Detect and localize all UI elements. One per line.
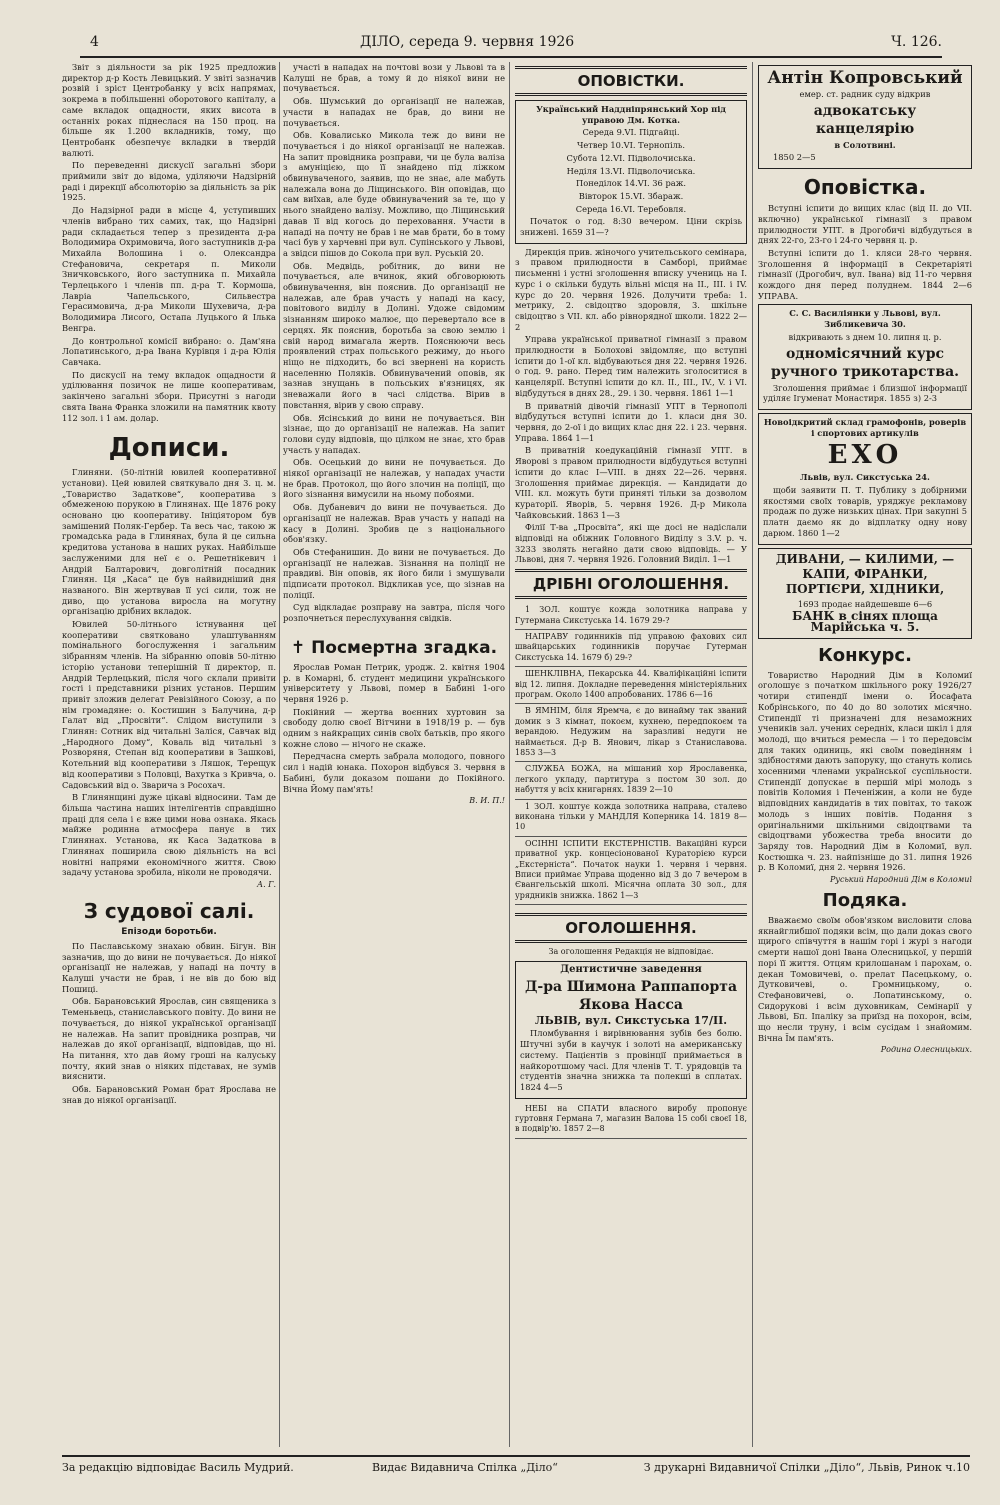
lawyer-name: Антін Копровський (767, 68, 963, 88)
court-paragraph: Обв. Ковалисько Микола теж до вини не почувається і до ніякої організації не належав. На запит провідника розправи, чи це була валіза з амуніцією, що її знайдено під ліжком обвинуваченого, заявив, що не знає, але мабуть належала вона до Ліщинського. Він оповідав, що сам виїхав, але буде обвинувачений за те, що у нього знайдено валізу. Можливо, що Ліщинський давав її від когось до переховання. Участи в нападі на почту не брав і не мав брати, бо в тому часі був у харчевні при вул. Супінського у Львові, а звідси пішов до Сокола при вул. Руській 20. (283, 130, 505, 258)
dentist-text: Пломбування і вирівнювання зубів без болю. Штучні зуби в каучук і золоті на американську систему. Пацієнтів з провінції приймається в найкоротшому часі. Для членів Т. Т. урядовців та студентів значна знижка та полекші в сплатах. 1824 4—5 (520, 1028, 742, 1092)
column-3 (515, 62, 747, 1447)
masthead (80, 30, 942, 58)
choir-line: Четвер 10.VI. Тернопіль. (576, 140, 686, 151)
konkurs-text: Товариство Народний Дім в Коломиї оголошує з початком шкільного року 1926/27 чотири стипендії імени о. Йосафата Кобрінського, по 40 до 80 золотих місячно. Стипендії ті призначені для незаможних учеників зал. учених середніх, класи шкіл і для молоді, що вчиться ремесла — і то передовсім для таких одиниць, які своїм поведінням і здібностями дають запоруку, що стануть колись хосенними членами української суспільности. Стипендії допускає в першій мірі молодь з повітів Коломия і Печеніжин, а коли не буде відповідних кандидатів в тих повітах, то також молодь з інших повітів. Подання з оригінальними шкільними свідоцтвами та свідоцтвами убожества треба вносити до Заряду тов. Народний Дім в Коломиї, вул. Костюшка ч. 23. найпізніше до 31. липня 1926 р. В Коломиї, дня 2. червня 1926. (758, 669, 972, 873)
dopysy-paragraph: Глиняни. (50-літній ювилей кооперативної установи). Цей ювилей святкувало дня 3. ц. м. „Товариство Задаткове“, кооператива з обмеженою порукою в Глинянах. Ще 1876 року основано цю кооперативу. Ініціятором був замішений Поляк-Гербер. Та весь час, такою ж громадська рада в Глинянах, була й це сильна кредитова установа в наших руках. Найбільше заслуженими для неї є о. Решетнікевич і Андрій Балтарович, довголітній посадник Глинян. Ця „Каса“ це був найвидніший дня названого. Він жертвував її усі сили, тож не диво, що установа виросла на могутну організацію дрібних вкладок. (62, 467, 276, 617)
exo-line: Новоідкритий склад грамофонів, роверів і спортових артикулів (763, 416, 967, 438)
report-paragraph: Звіт з діяльности за рік 1925 предложив директор д-р Кость Левицький. У звіті зазначив розвій і зріст Центробанку у всіх напрямах, зокрема в побільшенні оборотового капіталу, а саме вкладок ощадности, яких висота в останніх роках піднеслася на 150 проц. на більше як 1.200 вкладників, тому, що Центробанк обезпечує вкладки в твердій валюті. (62, 62, 276, 158)
dentist-title: Дентистичне заведення (560, 963, 702, 975)
small-ad: НЕБІ на СПАТИ власного виробу пропонує гуртовня Германа 7, магазин Валова 15 собі своєї 18, в подвір'ю. 1857 2—8 (515, 1102, 747, 1139)
court-paragraph: Обв Стефанишин. До вини не почувається. До організації не належав. Зізнання на поліції не правдиві. Він оповів, як його били і змушували підписати протокол. Відкликав усе, що зізнав на поліції. (283, 546, 505, 600)
report-paragraph: По дискусії на тему вкладок ощадности й уділювання позичок не лише кооперативам, закінчено загальні збори. Присутні з нагоди свята Івана Франка зложили на памятник квоту 112 зол. і 1 ам. долар. (62, 369, 276, 423)
small-ad: В ЯМНІМ, біля Яремча, є до винайму так званий домик з 3 кімнат, покоєм, кухнею, передпокоєм та верандою. Недужим на заразливі недуги не наймається. Д-р В. Янович, лікар з Станиславова. 1853 3—3 (515, 704, 747, 762)
obituary-paragraph: Ярослав Роман Петрик, уродж. 2. квітня 1904 р. в Комарні, б. студент медицини українського університету у Львові, помер в Бабині 1-ого червня 1926 р. (283, 661, 505, 704)
rugs-text: 1693 продає найдешевше 6—6 (797, 598, 933, 609)
choir-title: Український Наддніпрянський Хор під управою Дм. Котка. (536, 104, 726, 125)
footer-editor: За редакцію відповідає Василь Мудрий. (62, 1461, 294, 1474)
dopysy-signature: А. Г. (257, 879, 276, 889)
choir-line: Неділя 13.VI. Підволочиська. (566, 165, 696, 176)
course-title: одномісячний курс ручного трикотарства. (770, 345, 960, 380)
column-rule (509, 62, 510, 1447)
exo-address: Львів, вул. Сикстуська 24. (800, 472, 930, 483)
choir-line: Вівторок 15.VI. Збараж. (578, 190, 684, 201)
footer (62, 1455, 970, 1477)
court-paragraph: Обв. Шумський до організації не належав, участи в нападах не брав, до вини не почувається. (283, 96, 505, 128)
footer-printer: З друкарні Видавничої Спілки „Діло“, Львів, Ринок ч.10 (643, 1461, 970, 1474)
thanks-signature: Родина Олесницьких. (880, 1045, 972, 1055)
ads-disclaimer: За оголошення Редакція не відповідає. (548, 947, 714, 957)
dentist-names: Д-ра Шимона Раппапорта Якова Насса (524, 978, 738, 1013)
announcements-heading: ОПОВІСТКИ. (515, 66, 747, 96)
obituary-paragraph: Покійний — жертва воєнних хуртовин за свободу долю своєї Вітчини в 1918/19 р. — був одним з найкращих синів своїх батьків, про якого кожне слово — нічого не скаже. (283, 706, 505, 749)
choir-line: Початок о год. 8:30 вечером. Ціни скрізь знижені. 1659 31—? (520, 216, 742, 238)
exo-ad (758, 413, 972, 545)
report-paragraph: По переведенні дискусії загальні збори приймили звіт до відома, уділяючи Надзірній раді і дирекції абсолюторію за діяльність за рік 1925. (62, 160, 276, 203)
lawyer-place: в Солотвині. (834, 139, 896, 150)
choir-announcement (515, 100, 747, 244)
court-paragraph: Обв. Барановський Роман брат Ярослава не знав до ніякої організації. (62, 1084, 276, 1105)
small-ads-heading: ДРІБНІ ОГОЛОШЕННЯ. (515, 569, 747, 599)
thanks-heading: Подяка. (822, 890, 908, 912)
announcement: Управа української приватної гімназії з правом прилюдности в Болохові звідомляє, що вступні іспити до 1-ої кл. відбуваються дня 22. червня 1926. о год. 9. рано. Перед тим належить зголоситися в канцелярії. Вступні іспити до кл. II., III., IV., V. і VI. відбудуться в днях 28., 29. і 30. червня. 1861 1—1 (515, 334, 747, 398)
rugs-address: БАНК в сінях площа Марійська ч. 5. (792, 609, 938, 634)
announcement: В приватній коедукаційній гімназії УПТ. в Яворові з правом прилюдности відбудуться вступні іспити до клас I—VIII. в днях 22—26. червня. Зголошення приймає дирекція. — Кандидати до VIII. кл. можуть бути приняті тільки за дозволом кураторії. Яворів, 5. червня 1926. Д-р Микола Чайковський. 1863 1—3 (515, 445, 747, 520)
court-subheading: Епізоди боротьби. (121, 926, 217, 937)
konkurs-heading: Конкурс. (818, 644, 912, 666)
dopysy-heading: Дописи. (108, 433, 230, 464)
choir-line: Понеділок 14.VI. 36 раж. (576, 178, 686, 189)
small-ad: ШЕНКЛІВНА, Пекарська 44. Кваліфікаційні іспити від 12. липня. Докладне переведення міністеріяльних програм. Около 1400 апробованих. 1786 6—16 (515, 667, 747, 704)
dopysy-paragraph: Ювилей 50-літнього істнування цеї кооперативи святковано улаштуванням помінального богослуження і загальним зібранням членів. На зібранню оповів 50-літню історію установи теперішній її директор, п. Андрій Терлецький, після чого склали привіти гості і представники різних установ. Першим привіт зложив делегат Ревізійного Союзу, а по нім громадяне: о. Костишин з Балучина, д-р Галат від „Просвіти“. Слідом виступили з Глинян: Сотник від читальні Заліся, Савчак від „Народного Дому“, Коваль від читальні з Розворяня, Степан від кооперативи в Зашкові, Котельний від кооперативи з Ляшок, Терещук від кооперативи з Половці, Вахутка з Кривча, о. Садовський від о. Зварича з Росохач. (62, 619, 276, 790)
column-2 (283, 62, 505, 1447)
issue-number: Ч. 126. (891, 34, 942, 50)
announcement: Філії Т-ва „Просвіта“, які ще досі не надіслали відповіді на обіжник Головного Виділу з 3.V. р. ч. 3233 зволять негайно дати свою відповідь. — У Львові, дня 7. червня 1926. Головний Виділ. 1—1 (515, 522, 747, 565)
notice-heading: Оповістка. (803, 175, 927, 200)
notice-text: Вступні іспити до 1. кляси 28-го червня. Зголошення й інформації в Секретаріяті гімназії (Дрогобич, вул. Івана) від 11-го червня кождого дня перед полуднем. 1844 2—6 УПРАВА. (758, 247, 972, 301)
court-paragraph: участі в нападах на почтові вози у Львові та в Калуші не брав, а тому й до ніякої вини не почувається. (283, 62, 505, 94)
course-org: С. С. Василіянки у Львові, вул. Зибликевича 30. (789, 308, 941, 330)
cross-icon: ✝ (290, 637, 312, 658)
course-text: Зголошення приймає і близшої інформації уділяє Ігуменат Монастиря. 1855 з) 2-3 (763, 382, 967, 404)
course-ad (758, 304, 972, 410)
exo-name: ЕХО (827, 440, 903, 471)
obituary-heading (283, 638, 505, 658)
lawyer-ad (758, 65, 972, 169)
choir-line: Середа 16.VI. Теребовля. (575, 203, 687, 214)
dopysy-paragraph: В Глинянщині дуже цікаві відносини. Там де більша частина наших інтелігентів справдішно праці для села і є вже цими нова ознака. Якась майже родинна атмосфера панує в тих Глинянах. Установа, як Каса Задаткова в Глинянах поширила свою діяльність на всі новітні напрями економічного життя. Свою задачу установа зробила, ніколи не проводячи. (62, 792, 276, 878)
column-4 (758, 62, 972, 1447)
ad-code: 1850 2—5 (773, 152, 816, 163)
obituary-signature: В. И. П.! (469, 796, 505, 806)
notice-text: Вступні іспити до вищих клас (від II. до VII. включно) української гімназії з правом прилюдности УПТ. в Дрогобичі відбудуться в днях 22-го, 23-го і 24-го червня ц. р. (758, 203, 972, 246)
small-ad: ОСІННІ ІСПИТИ ЕКСТЕРНІСТІВ. Вакаційні курси приватної укр. концесіонованої Кураторією курси „Екстерніста“. Початок науки 1. червня і червня. Вписи приймає Управа щоденно від 3 до 7 вечером в Євангельській школі. Місячна оплата 30 зол., для урядників знижка. 1862 1—3 (515, 837, 747, 905)
court-paragraph: Обв. Дубаневич до вини не почувається. До організації не належав. Врав участь у нападі на касу в Долині. Зробив це з національного обов'язку. (283, 502, 505, 545)
court-paragraph: Обв. Ясінський до вини не почувається. Він зізнає, що до організації не належав. На запит голови суду відповів, що цілком не знає, хто брав участь у нападах. (283, 412, 505, 455)
court-paragraph: По Паславському знахаю обвин. Бігун. Він зазначив, що до вини не почувається. До ніякої організації не належав, у нападі на почту в Калуші участи не брав, і не вів до бою від Пошиці. (62, 940, 276, 994)
small-ad: 1 ЗОЛ. коштує кожда золотника направа у Гутермана Сикстуська 14. 1679 29-? (515, 603, 747, 630)
report-paragraph: До контрольної комісії вибрано: о. Дам'яна Лопатинського, д-ра Івана Курівця і д-ра Юлія Савчака. (62, 335, 276, 367)
court-heading: З судової салі. (83, 898, 255, 923)
dentist-ad (515, 961, 747, 1099)
thanks-text: Вважаємо своїм обов'язком висловити слова якнайглибшої подяки всім, що дали доказ свого щирого співчуття в нашім горі і журі з нагоди смерти нашої доні Івана Олесницької, у першій порі її життя. Отцям крилошанам і парохам, о. декан Томовичеві, о. прелат Пасецькому, о. Дутковичеві, о. Громницькому, о. Стефановичеві, о. Лопатинському, о. Сидорукові і всім духовникам, Семінарії у Львові, Бп. Іпаліку за приїзд на похорон, всім, що несли труну, і всім сусідам і знайомим. Вічна Їм пам'ять. (758, 915, 972, 1043)
choir-line: Середа 9.VI. Підгайці. (582, 127, 680, 138)
column-1 (62, 62, 276, 1447)
court-paragraph: Обв. Медвідь, робітник, до вини не почувається, але вчинок, який обговорюють обвинувачення, він пояснив. До організації не належав, але брав участь у нападі на касу, повітового виділу в Долині. Удоже свідомим зізнанням широко малює, що перевертало все в серцях. Як пояснив, боротьба за свою землю і свій народ вимагала жертв. Пояснюючи весь проявлений страх польського режиму, до нього ніщо не підходить, бо всі звернені на користь населенню Поляків. Обвинувачений оповів, як зазнав знущань в польських в'язницях, як зневажали його в часі слідства. Вірив в повстання, вірив у свою справу. (283, 260, 505, 410)
obituary-paragraph: Передчасна смерть забрала молодого, повного сил і надій юнака. Похорон відбувся 3. червня в Бабині, були доказом пошани до Покійного. Вічна Йому пам'ять! (283, 751, 505, 794)
lawyer-title: емер. ст. радник суду відкрив (799, 89, 931, 99)
rugs-ad (758, 548, 972, 639)
court-paragraph: Суд відкладає розправу на завтра, після чого розпочнеться переслухування свідків. (283, 602, 505, 624)
small-ad: НАПРАВУ годинників під управою фахових сил швайцарських годинників поручає Гутерман Сикстуська 14. 1679 б) 29-? (515, 630, 747, 667)
report-paragraph: До Надзірної ради в місце 4, уступивших членів вибрано тих самих, так, що Надзірні ради складається тепер з президента д-ра Володимира Охримовича, його заступників д-ра Михайла Волошина і о. Олександра Стефановича, секретаря п. Миколи Зничковського, його заступника п. Михайла Терлецького і членів пп. д-ра Т. Кормоша, Лавріа Чапельського, Сильвестра Герасимовича, д-ра Миколи Шухевича, д-ра Володимира Лисого, Остапа Луцького й Ілька Венгра. (62, 205, 276, 333)
column-rule (752, 62, 753, 1447)
court-paragraph: Обв. Осецький до вини не почувається. До ніякої організації не належав, у нападах участи не брав. Протокол, що його злочин на поліції, що його зізнання вимусили на ньому побоями. (283, 457, 505, 500)
court-paragraph: Обв. Барановський Ярослав, син священика з Теменьвець, станиславського повіту. До вини не почувається, до ніякої української організації не належав. На запит провідника розправ, чи належав до якої організації, відповідав, що ні. На питання, хто дав йому гроші на калуську почту, який знав о ніяких підставах, не зумів вияснити. (62, 996, 276, 1082)
announcement: В приватній дівочій гімназії УПТ в Тернополі відбудуться вступні іспити до 1. класи дня 30. червня, до 2-ої і до вищих клас дня 22. і 23. червня. Управа. 1864 1—1 (515, 400, 747, 443)
obituary-title: Посмертна згадка. (311, 637, 498, 658)
choir-line: Субота 12.VI. Підволочиська. (566, 152, 696, 163)
announcement: Дирекція прив. жіночого учительського семінара, з правом прилюдности в Самборі, приймає письменні і устні зголошення вписку учениць на I. курс і о скільки будуть вільні місця на II., III. і IV. курс до 20. червня 1926. Долучити треба: 1. метрику, 2. свідоцтво здоровля, 3. шкільне свідоцтво з VII. кл. або рівнорядної школи. 1822 2—2 (515, 246, 747, 332)
exo-text: щоби заявити П. Т. Публику з добірними якостями своїх товарів, уряджує рекламову продаж по дуже низьких цінах. При закупні 5 платн даємо як до відплатку одну нову дарюм. 1860 1—2 (763, 485, 967, 538)
column-rule (279, 62, 280, 1447)
konkurs-signature: Руський Народний Дім в Коломиї (829, 875, 972, 885)
rugs-title: ДИВАНИ, — КИЛИМИ, — КАПИ, ФІРАНКИ, ПОРТІЄРИ, ХІДНИКИ, (775, 551, 955, 596)
small-ad: СЛУЖБА БОЖА, на мішаний хор Ярославенка, легкого укладу, партитура з постом 30 зол. до набуття у всіх книгарнях. 1839 2—10 (515, 762, 747, 799)
lawyer-office: адвокатську канцелярію (813, 102, 917, 137)
paper-title-date: ДІЛО, середа 9. червня 1926 (360, 34, 575, 50)
course-open: відкривають з днем 10. липня ц. р. (788, 331, 942, 342)
dentist-address: ЛЬВІВ, вул. Сикстуська 17/II. (534, 1013, 728, 1027)
footer-publisher: Видає Видавнича Спілка „Діло“ (372, 1461, 558, 1474)
ads-heading: ОГОЛОШЕННЯ. (515, 913, 747, 943)
small-ad: 1 ЗОЛ. коштує кожда золотника направа, сталево виконана тільки у МАНДЛЯ Коперника 14. 1819 8—10 (515, 800, 747, 837)
page-number: 4 (90, 34, 99, 50)
